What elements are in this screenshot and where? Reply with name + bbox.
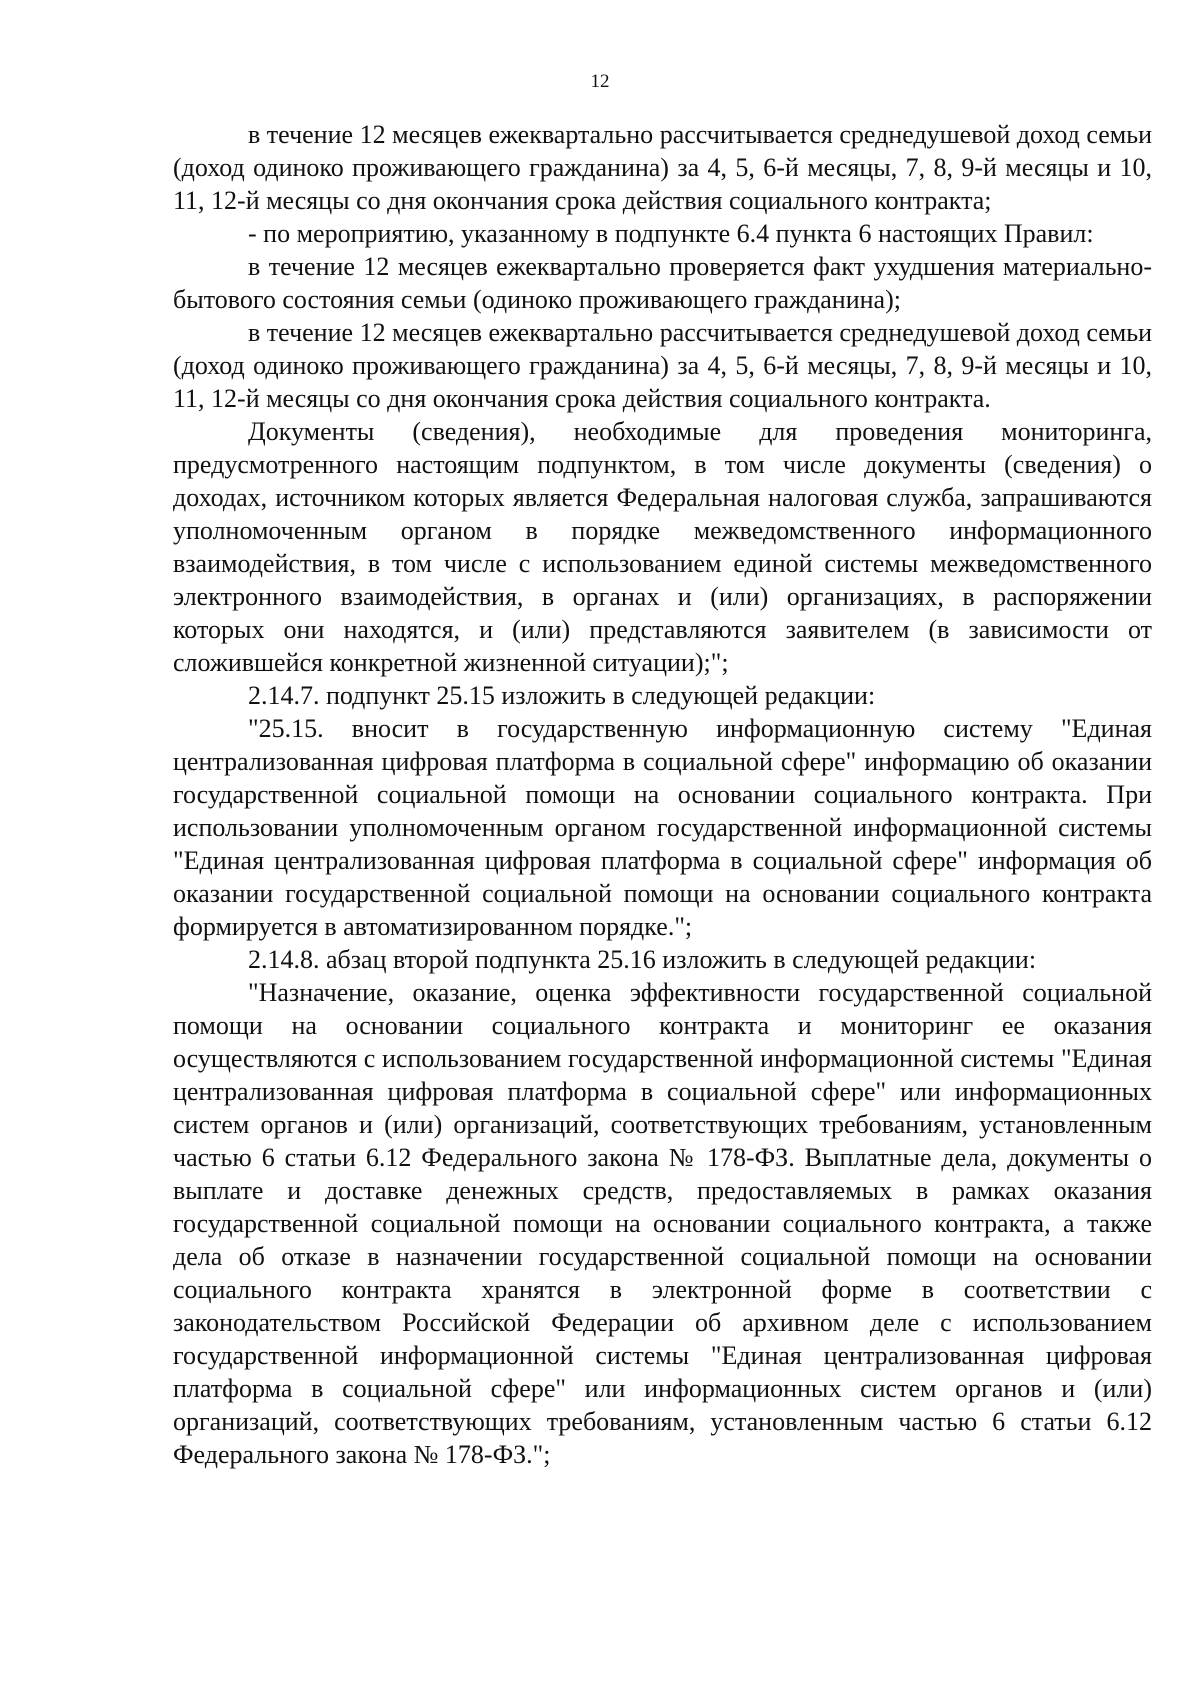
- paragraph: в течение 12 месяцев ежеквартально проверяется факт ухудшения материально-бытового состояния семьи (одиноко проживающего гражданина);: [173, 252, 1152, 314]
- paragraph: 2.14.7. подпункт 25.15 изложить в следующей редакции:: [248, 681, 876, 710]
- document-body: [173, 118, 1152, 1471]
- paragraph: "Назначение, оказание, оценка эффективности государственной социальной помощи на основании социального контракта и мониторинг ее оказания осуществляются с использованием государственной информационной системы "Единая централизованная цифровая платформа в социальной сфере" или информационных систем органов и (или) организаций, соответствующих требованиям, установленным частью 6 статьи 6.12 Федерального закона № 178-ФЗ. Выплатные дела, документы о выплате и доставке денежных средств, предоставляемых в рамках оказания государственной социальной помощи на основании социального контракта, а также дела об отказе в назначении государственной социальной помощи на основании социального контракта хранятся в электронной форме в соответствии с законодательством Российской Федерации об архивном деле с использованием государственной информационной системы "Единая централизованная цифровая платформа в социальной сфере" или информационных систем органов и (или) организаций, соответствующих требованиям, установленным частью 6 статьи 6.12 Федерального закона № 178-ФЗ.";: [173, 978, 1152, 1469]
- paragraph: Документы (сведения), необходимые для проведения мониторинга, предусмотренного настоящим подпунктом, в том числе документы (сведения) о доходах, источником которых является Федеральная налоговая служба, запрашиваются уполномоченным органом в порядке межведомственного информационного взаимодействия, в том числе с использованием единой системы межведомственного электронного взаимодействия, в органах и (или) организациях, в распоряжении которых они находятся, и (или) представляются заявителем (в зависимости от сложившейся конкретной жизненной ситуации);";: [173, 417, 1152, 677]
- paragraph: 2.14.8. абзац второй подпункта 25.16 изложить в следующей редакции:: [248, 945, 1037, 974]
- paragraph: "25.15. вносит в государственную информационную систему "Единая централизованная цифровая платформа в социальной сфере" информацию об оказании государственной социальной помощи на основании социального контракта. При использовании уполномоченным органом государственной информационной системы "Единая централизованная цифровая платформа в социальной сфере" информация об оказании государственной социальной помощи на основании социального контракта формируется в автоматизированном порядке.";: [173, 714, 1152, 941]
- paragraph: в течение 12 месяцев ежеквартально рассчитывается среднедушевой доход семьи (доход одиноко проживающего гражданина) за 4, 5, 6-й месяцы, 7, 8, 9-й месяцы и 10, 11, 12-й месяцы со дня окончания срока действия социального контракта.: [173, 318, 1152, 413]
- paragraph: - по мероприятию, указанному в подпункте 6.4 пункта 6 настоящих Правил:: [248, 219, 1094, 248]
- paragraph: в течение 12 месяцев ежеквартально рассчитывается среднедушевой доход семьи (доход одиноко проживающего гражданина) за 4, 5, 6-й месяцы, 7, 8, 9-й месяцы и 10, 11, 12-й месяцы со дня окончания срока действия социального контракта;: [173, 120, 1152, 215]
- page-number: 12: [590, 71, 610, 92]
